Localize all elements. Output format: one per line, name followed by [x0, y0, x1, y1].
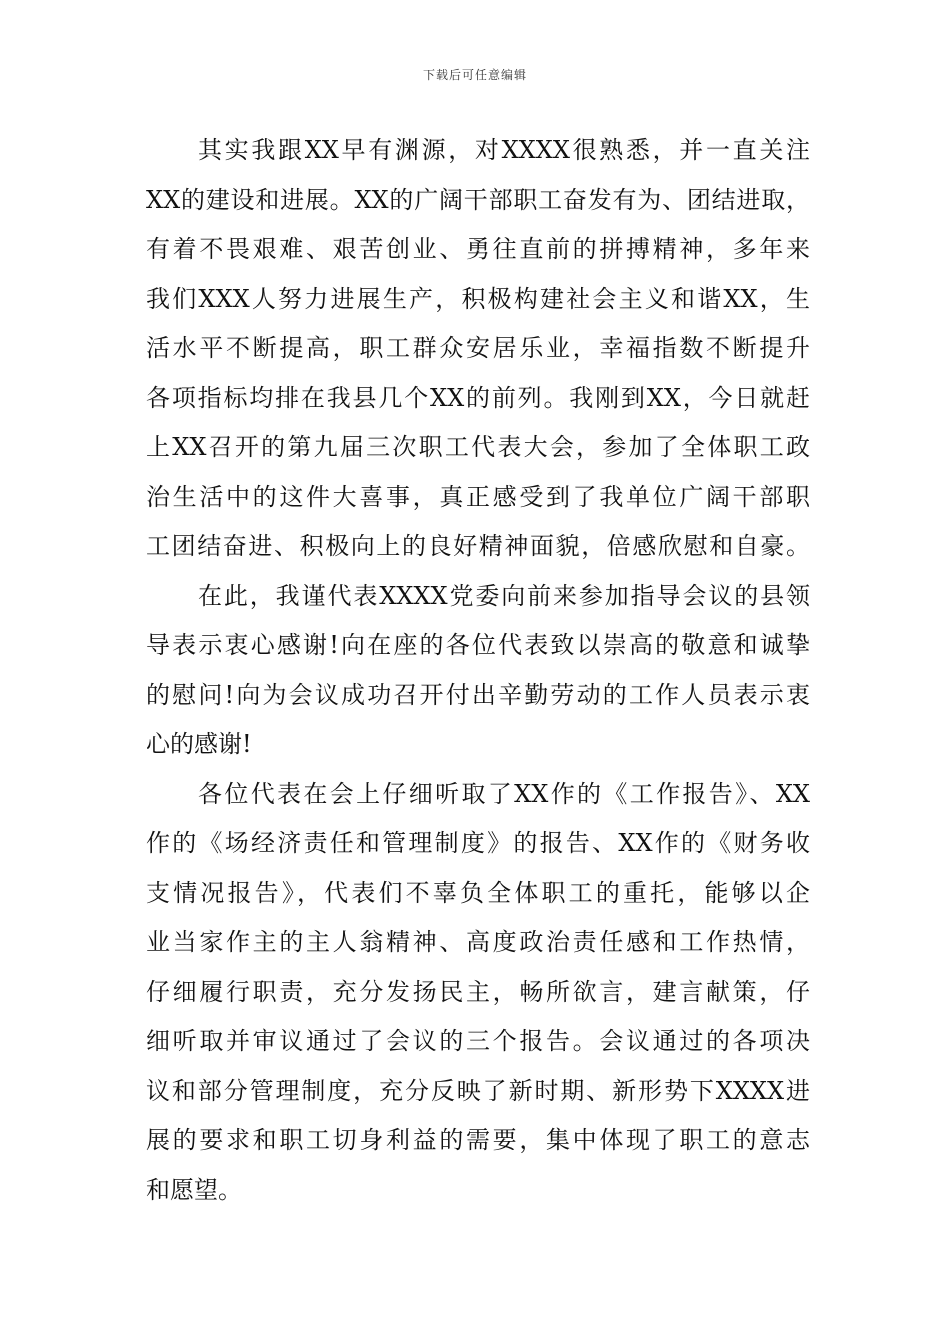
- paragraph-3: [146, 770, 810, 1216]
- text-line: 展的要求和职工切身利益的需要，集中体现了职工的意志: [146, 1126, 810, 1154]
- text-line: 各位代表在会上仔细听取了XX作的《工作报告》、XX: [198, 779, 810, 808]
- text-line: 上XX召开的第九届三次职工代表大会，参加了全体职工政: [146, 433, 810, 461]
- text-line: 各项指标均排在我县几个XX的前列。我刚到XX，今日就赶: [146, 383, 810, 412]
- text-line: 的慰问!向为会议成功召开付出辛勤劳动的工作人员表示衷: [146, 680, 810, 709]
- text-line: 活水平不断提高，职工群众安居乐业，幸福指数不断提升: [146, 334, 810, 362]
- text-line: 和愿望。: [146, 1175, 242, 1204]
- text-line: 导表示衷心感谢!向在座的各位代表致以崇高的敬意和诚挚: [146, 631, 810, 659]
- text-line: 支情况报告》，代表们不辜负全体职工的重托，能够以企: [146, 878, 810, 907]
- paragraph-1: [146, 126, 810, 572]
- text-line: 有着不畏艰难、艰苦创业、勇往直前的拼搏精神，多年来: [146, 235, 810, 263]
- text-line: 议和部分管理制度，充分反映了新时期、新形势下XXXX进: [146, 1076, 810, 1105]
- paragraph-2: [146, 572, 810, 770]
- text-line: XX的建设和进展。XX的广阔干部职工奋发有为、团结进取，: [146, 185, 810, 214]
- text-line: 心的感谢!: [146, 730, 252, 758]
- text-line: 作的《场经济责任和管理制度》的报告、XX作的《财务收: [146, 829, 810, 857]
- text-line: 治生活中的这件大喜事，真正感受到了我单位广阔干部职: [146, 482, 810, 511]
- download-note: 下载后可任意编辑: [422, 68, 527, 82]
- text-line: 在此，我谨代表XXXX党委向前来参加指导会议的县领: [198, 581, 810, 610]
- text-line: 工团结奋进、积极向上的良好精神面貌，倍感欣慰和自豪。: [146, 532, 810, 560]
- document-body: [146, 126, 810, 1215]
- text-line: 我们XXX人努力进展生产，积极构建社会主义和谐XX，生: [146, 284, 810, 313]
- text-line: 细听取并审议通过了会议的三个报告。会议通过的各项决: [146, 1027, 810, 1055]
- text-line: 仔细履行职责，充分发扬民主，畅所欲言，建言献策，仔: [146, 977, 810, 1006]
- text-line: 业当家作主的主人翁精神、高度政治责任感和工作热情，: [146, 928, 810, 956]
- text-line: 其实我跟XX早有渊源，对XXXX很熟悉，并一直关注: [198, 136, 810, 164]
